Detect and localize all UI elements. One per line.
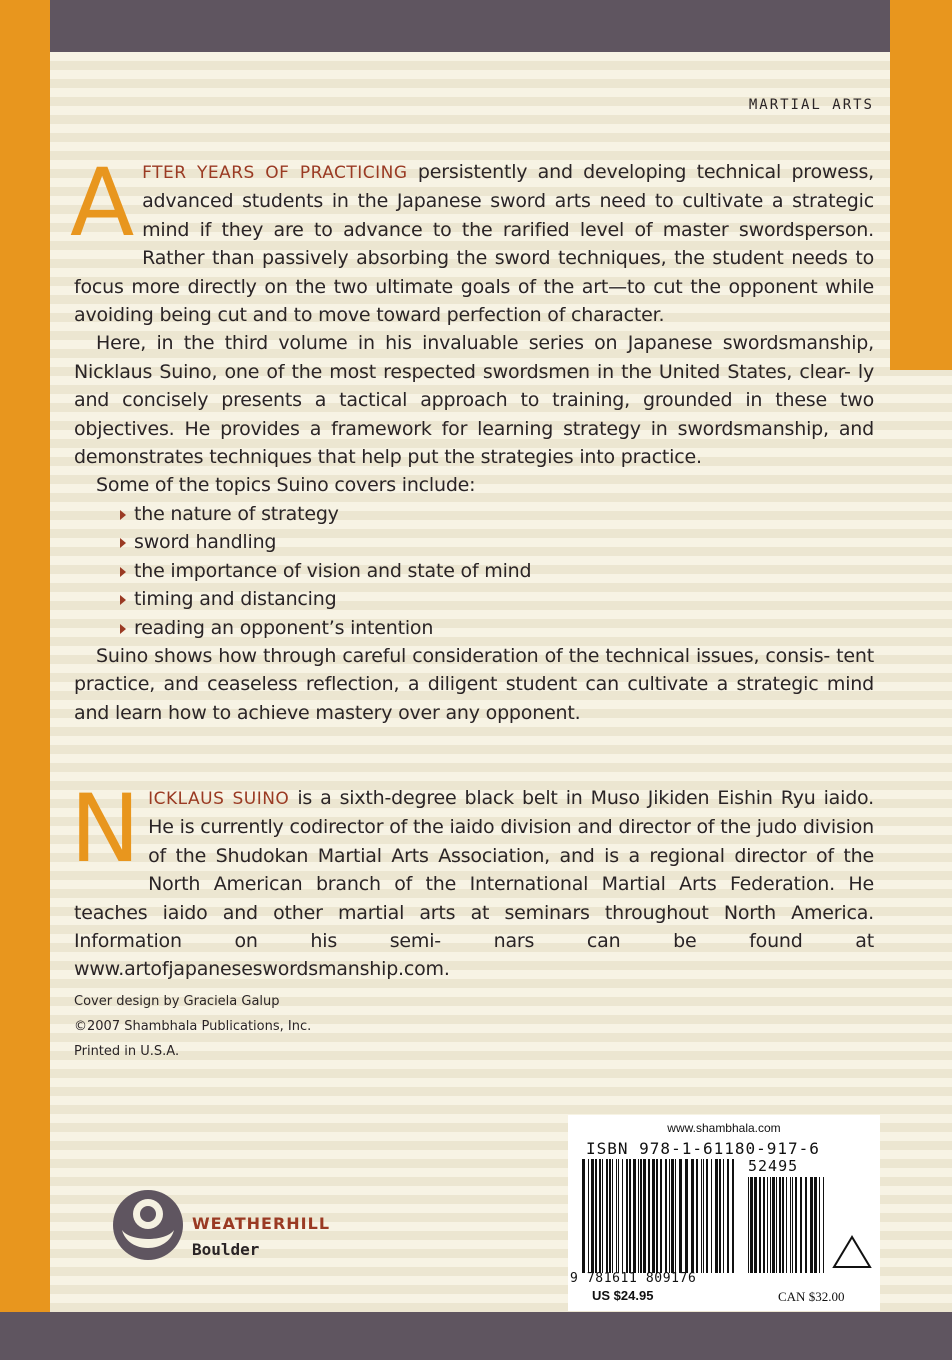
- barcode-bar: [665, 1159, 667, 1273]
- barcode-digits: 9 781611 809176: [570, 1271, 697, 1286]
- barcode-bar: [656, 1159, 658, 1273]
- description-closing: Suino shows how through careful consideration of the technical issues, consis- tent practice, and ceaseless reflection, a diligent student can cultivate a strategic mind and learn how to achieve mastery over any opponent.: [74, 644, 874, 724]
- barcode-bar: [652, 1159, 655, 1273]
- barcode-bar: [675, 1159, 676, 1273]
- barcode-bar: [805, 1177, 807, 1273]
- barcode-bar: [643, 1159, 646, 1273]
- barcode-bar: [786, 1177, 787, 1273]
- barcode-bar: [810, 1177, 813, 1273]
- barcode-bar: [750, 1177, 753, 1273]
- bullet-icon: [120, 595, 126, 605]
- barcode-bar: [732, 1159, 734, 1273]
- barcode-bar: [616, 1159, 617, 1273]
- barcode-bar: [626, 1159, 628, 1273]
- barcode-bar: [638, 1159, 639, 1273]
- barcode-bar: [715, 1159, 718, 1273]
- barcode-bar: [790, 1177, 791, 1273]
- price-addon-bars: [748, 1177, 824, 1273]
- barcode-bar: [792, 1177, 793, 1273]
- topic-item: the importance of vision and state of mind: [120, 557, 874, 585]
- barcode-bar: [754, 1177, 757, 1273]
- topic-item: timing and distancing: [120, 585, 874, 613]
- bullet-icon: [120, 510, 126, 520]
- author-bio-block: [70, 775, 874, 984]
- top-border-bar: [0, 0, 952, 52]
- barcode-bar: [711, 1159, 712, 1273]
- barcode-bar: [776, 1177, 777, 1273]
- dropcap-n: N: [70, 775, 141, 884]
- credits: [74, 989, 311, 1064]
- barcode-bar: [602, 1159, 603, 1273]
- right-orange-strip: [890, 0, 952, 370]
- us-price: US $24.95: [592, 1288, 654, 1303]
- barcode-bar: [648, 1159, 650, 1273]
- barcode-bar: [779, 1177, 781, 1273]
- description-paragraph-1: [70, 149, 874, 329]
- barcode-bar: [622, 1159, 623, 1273]
- description-paragraph-1-text: persistently and developing technical prowess, advanced students in the Japanese sword arts need to cultivate a strategic mind if they are to advance to the rarified level of master swordsperson. Rather than passively absorbing the sword techniques, the student needs to focus more directly on the two ultimate goals of the art—to cut the opponent while avoiding being cut and to move toward perfection of character.: [74, 161, 874, 327]
- copyright: ©2007 Shambhala Publications, Inc.: [74, 1019, 312, 1034]
- barcode-bar: [595, 1159, 597, 1273]
- barcode-bar: [767, 1177, 768, 1273]
- barcode-bar: [685, 1159, 688, 1273]
- barcode-box: [568, 1115, 880, 1311]
- description-paragraph-2: Here, in the third volume in his invaluable series on Japanese swordsmanship, Nicklaus Suino, one of the most respected swordsmen in the United States, clear- ly and concisely presents a tactical approach to training, grounded in these two objectives. He provides a framework for learning strategy in swordsmanship, and demonstrates techniques that help put the strategies into practice.: [74, 332, 874, 469]
- price-code: 52495: [748, 1157, 799, 1175]
- barcode-bar: [701, 1159, 702, 1273]
- barcode-bar: [706, 1159, 708, 1273]
- barcode-bar: [819, 1177, 820, 1273]
- description-block: [70, 149, 874, 727]
- barcode-bar: [671, 1159, 674, 1273]
- bullet-icon: [120, 624, 126, 634]
- barcode-bar: [703, 1159, 704, 1273]
- barcode-bar: [612, 1159, 613, 1273]
- barcode-bar: [723, 1159, 724, 1273]
- barcode-bar: [800, 1177, 802, 1273]
- barcode-bar: [782, 1177, 784, 1273]
- bullet-icon: [120, 567, 126, 577]
- author-name: ICKLAUS SUINO: [148, 789, 290, 809]
- barcode-bar: [759, 1177, 761, 1273]
- topic-item: the nature of strategy: [120, 500, 874, 528]
- isbn-number: ISBN 978-1-61180-917-6: [586, 1139, 820, 1158]
- barcode-bar: [814, 1177, 817, 1273]
- barcode-bar: [679, 1159, 682, 1273]
- topics-intro: Some of the topics Suino covers include:: [96, 474, 476, 497]
- barcode-bar: [772, 1177, 775, 1273]
- barcode-bar: [640, 1159, 642, 1273]
- bullet-icon: [120, 538, 126, 548]
- barcode-bar: [719, 1159, 721, 1273]
- barcode-bar: [660, 1159, 662, 1273]
- author-bio: [70, 775, 874, 984]
- publisher-name: WEATHERHILL: [192, 1214, 331, 1233]
- publisher-url: www.shambhala.com: [667, 1121, 781, 1135]
- dropcap-a: A: [70, 149, 135, 258]
- topics-list: [74, 500, 874, 642]
- topic-item: sword handling: [120, 528, 874, 556]
- cover-design-credit: Cover design by Graciela Galup: [74, 994, 280, 1009]
- weatherhill-logo-icon: [108, 1188, 190, 1262]
- topic-item: reading an opponent’s intention: [120, 614, 874, 642]
- barcode-bar: [618, 1159, 619, 1273]
- barcode-bar: [606, 1159, 608, 1273]
- author-bio-text: is a sixth-degree black belt in Muso Jikiden Eishin Ryu iaido. He is currently codirector of the iaido division and director of the judo division of the Shudokan Martial Arts Association, and is a regional director of the North American branch of the International Martial Arts Federation. He teaches iaido and other martial arts at seminars throughout North America. Information on his semi- nars can be found at www.artofjapaneseswordsmanship.com.: [74, 787, 874, 981]
- recycle-triangle-icon: [834, 1237, 870, 1267]
- printed-in: Printed in U.S.A.: [74, 1044, 180, 1059]
- barcode-bar: [763, 1177, 765, 1273]
- main-barcode-bars: [582, 1159, 734, 1273]
- barcode-bar: [727, 1159, 729, 1273]
- barcode-bar: [599, 1159, 601, 1273]
- barcode-bar: [823, 1177, 824, 1273]
- barcode-bar: [795, 1177, 797, 1273]
- barcode-bar: [591, 1159, 594, 1273]
- bottom-border-bar: [0, 1312, 952, 1360]
- barcode-bar: [669, 1159, 670, 1273]
- barcode-bar: [588, 1159, 589, 1273]
- category-label: MARTIAL ARTS: [748, 97, 874, 113]
- barcode-bar: [748, 1177, 749, 1273]
- left-orange-strip: [0, 0, 50, 1312]
- can-price: CAN $32.00: [778, 1289, 845, 1304]
- barcode-bar: [629, 1159, 631, 1273]
- barcode-bar: [633, 1159, 636, 1273]
- description-lead: FTER YEARS OF PRACTICING: [142, 163, 408, 183]
- barcode-bar: [691, 1159, 694, 1273]
- barcode-bar: [770, 1177, 771, 1273]
- publisher-city: Boulder: [192, 1240, 260, 1259]
- barcode-bar: [696, 1159, 698, 1273]
- barcode-bar: [609, 1159, 611, 1273]
- barcode-bar: [582, 1159, 585, 1273]
